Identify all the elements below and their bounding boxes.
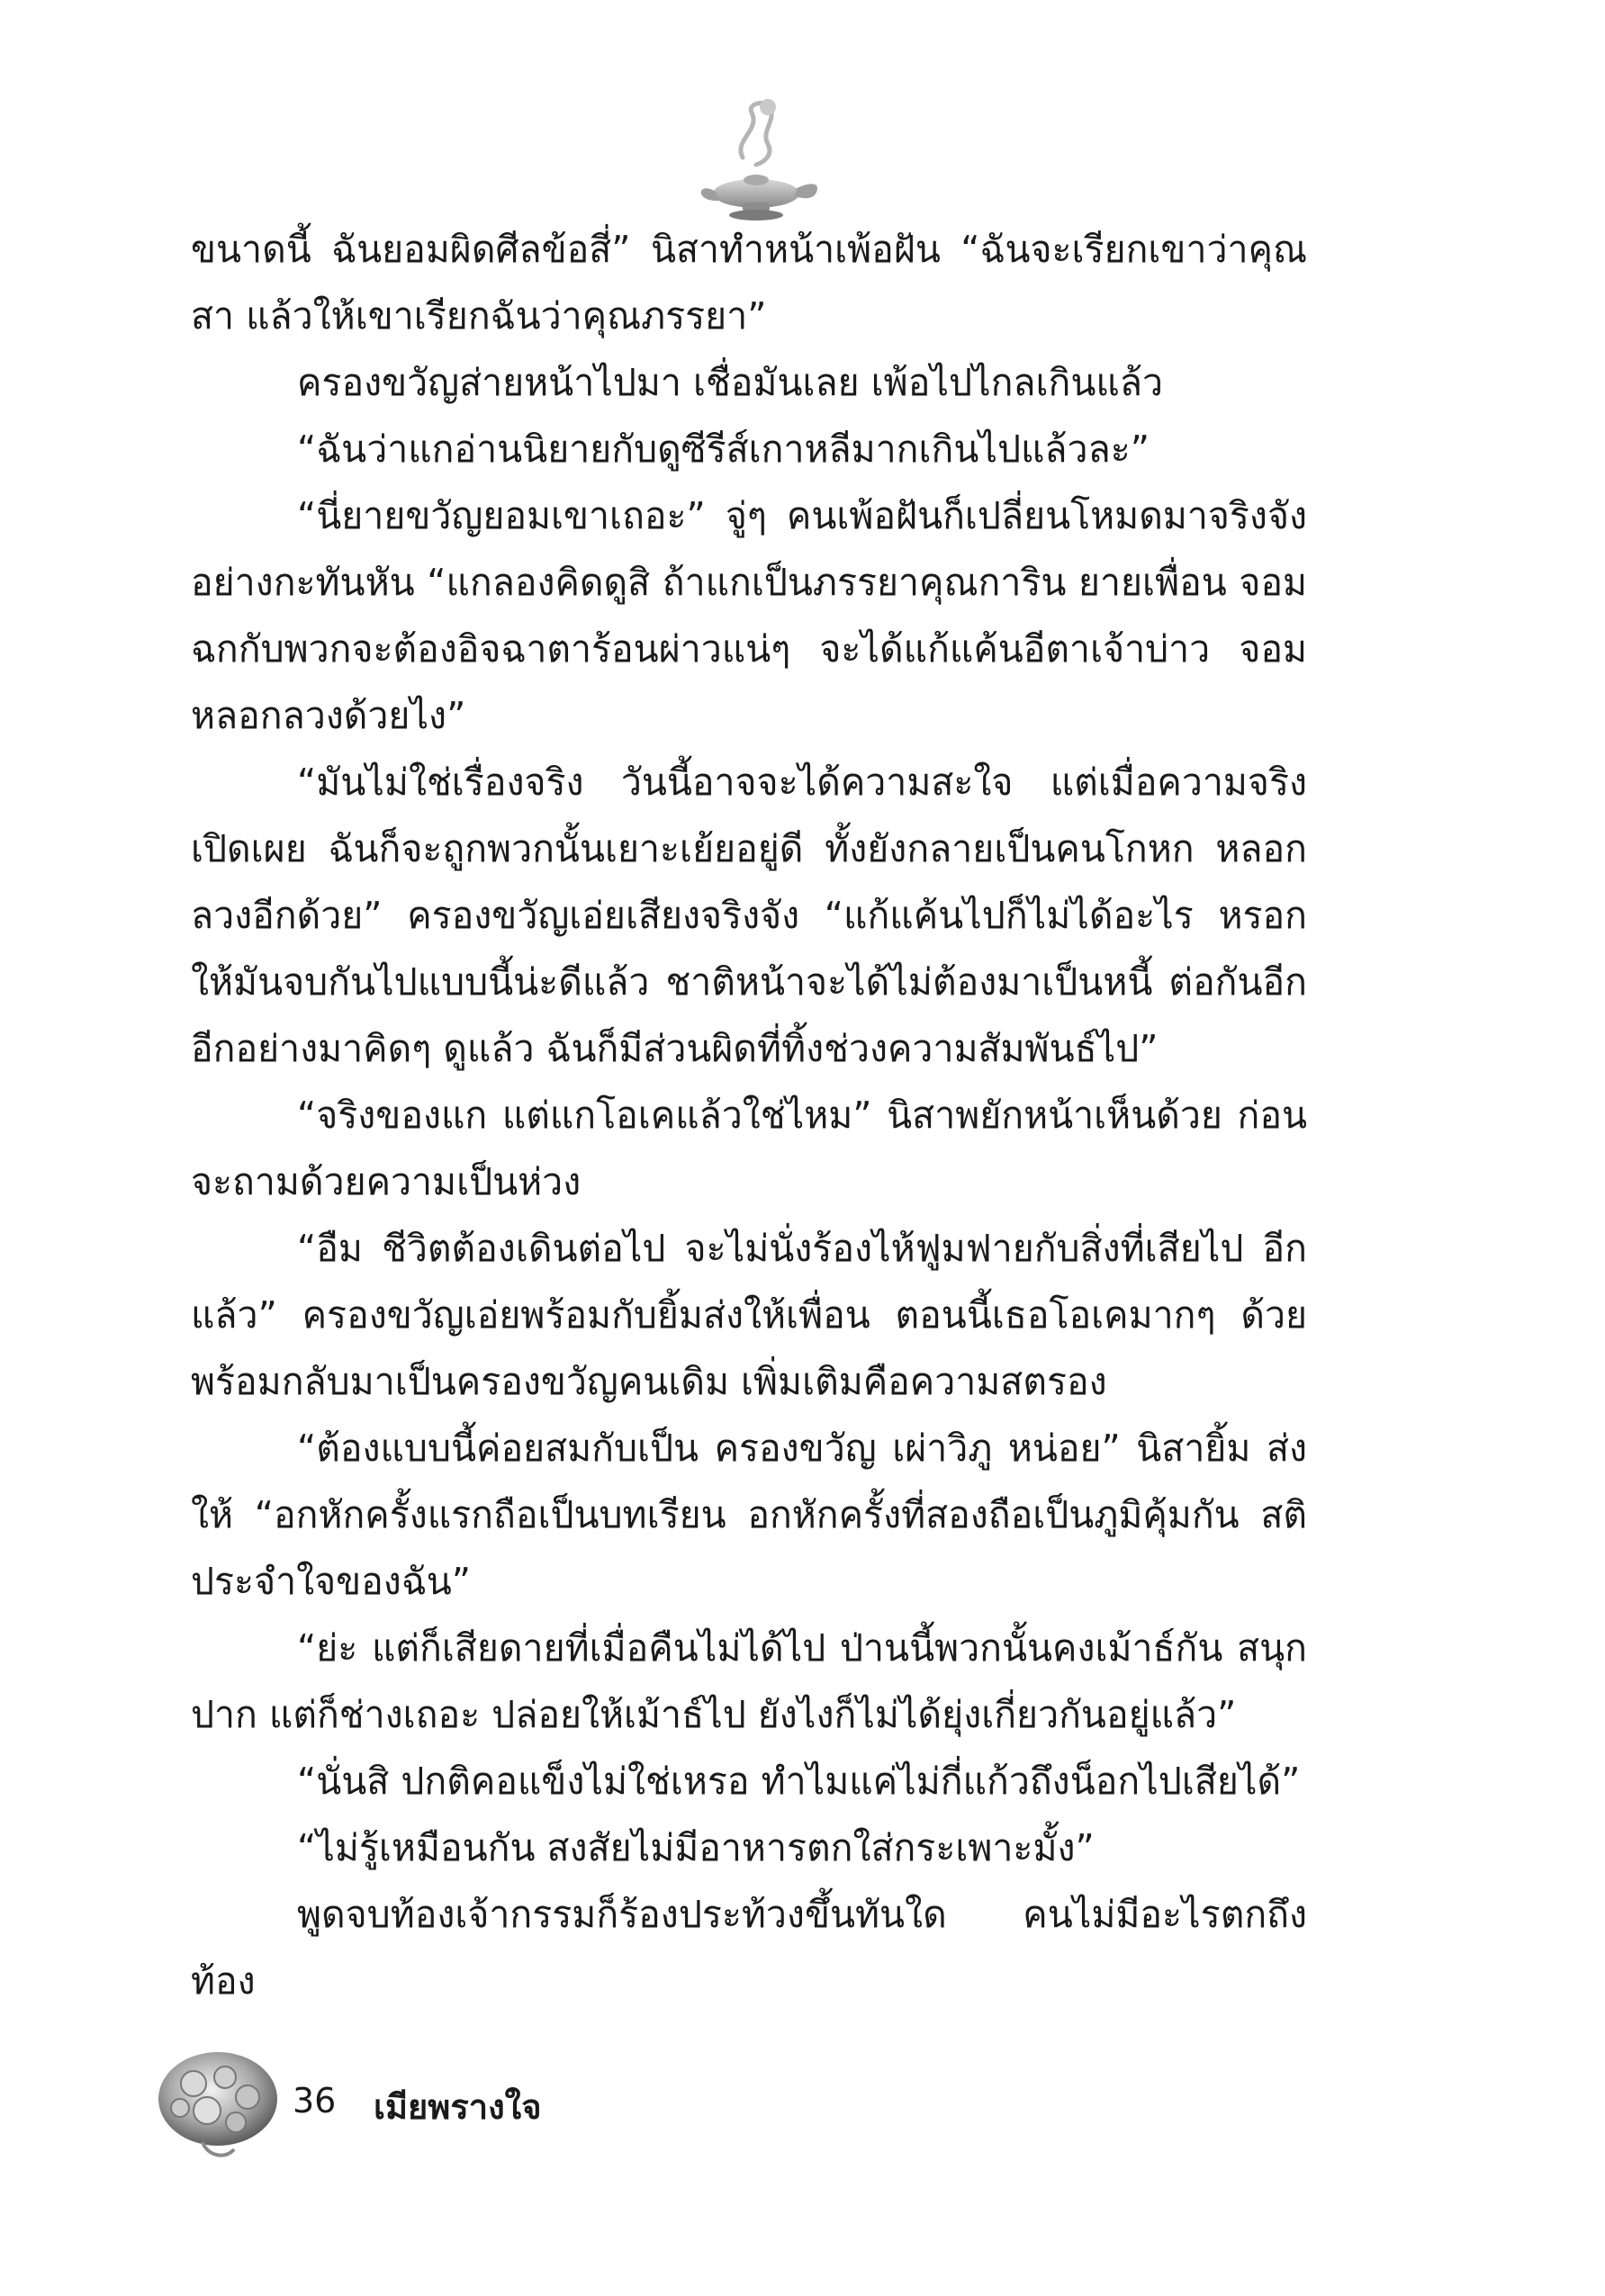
book-title: เมียพรางใจ	[374, 2087, 542, 2127]
paragraph: “อืม ชีวิตต้องเดินต่อไป จะไม่นั่งร้องไห้ฟูมฟายกับสิ่งที่เสียไป อีกแล้ว” ครองขวัญเอ่ยพร้อมกับยิ้มส่งให้เพื่อน ตอนนี้เธอโอเคมากๆ ด้วย พร้อมกลับมาเป็นครองขวัญคนเดิม เพิ่มเติมคือความสตรอง	[191, 1227, 1307, 1403]
paragraph: “ย่ะ แต่ก็เสียดายที่เมื่อคืนไม่ได้ไป ป่านนี้พวกนั้นคงเม้าธ์กัน สนุกปาก แต่ก็ช่างเถอะ ปล่อยให้เม้าธ์ไป ยังไงก็ไม่ได้ยุ่งเกี่ยวกันอยู่แล้ว”	[191, 1626, 1307, 1736]
paragraph: “ฉันว่าแกอ่านนิยายกับดูซีรีส์เกาหลีมากเกินไปแล้วละ”	[297, 428, 1150, 471]
page-footer	[153, 2043, 693, 2169]
paragraph: “นั่นสิ ปกติคอแข็งไม่ใช่เหรอ ทำไมแค่ไม่กี่แก้วถึงน็อกไปเสียได้”	[297, 1760, 1301, 1803]
paragraph: “นี่ยายขวัญยอมเขาเถอะ” จู่ๆ คนเพ้อฝันก็เปลี่ยนโหมดมาจริงจัง อย่างกะทันหัน “แกลองคิดดูสิ ถ้าแกเป็นภรรยาคุณการิน ยายเพื่อน จอมฉกกับพวกจะต้องอิจฉาตาร้อนผ่าวแน่ๆ จะได้แก้แค้นอีตาเจ้าบ่าว จอมหลอกลวงด้วยไง”	[191, 494, 1307, 737]
paragraph: ครองขวัญส่ายหน้าไปมา เชื่อมันเลย เพ้อไปไกลเกินแล้ว	[297, 361, 1163, 404]
paragraph: พูดจบท้องเจ้ากรรมก็ร้องประท้วงขึ้นทันใด คนไม่มีอะไรตกถึงท้อง	[191, 1893, 1307, 2003]
paragraph: “ไม่รู้เหมือนกัน สงสัยไม่มีอาหารตกใส่กระเพาะมั้ง”	[297, 1826, 1095, 1869]
paragraph: “ต้องแบบนี้ค่อยสมกับเป็น ครองขวัญ เผ่าวิภู หน่อย” นิสายิ้ม ส่งให้ “อกหักครั้งแรกถือเป็นบทเรียน อกหักครั้งที่สองถือเป็นภูมิคุ้มกัน สติประจำใจของฉัน”	[191, 1427, 1307, 1603]
paragraph: “มันไม่ใช่เรื่องจริง วันนี้อาจจะได้ความสะใจ แต่เมื่อความจริง เปิดเผย ฉันก็จะถูกพวกนั้นเยาะเย้ยอยู่ดี ทั้งยังกลายเป็นคนโกหก หลอกลวงอีกด้วย” ครองขวัญเอ่ยเสียงจริงจัง “แก้แค้นไปก็ไม่ได้อะไร หรอก ให้มันจบกันไปแบบนี้น่ะดีแล้ว ชาติหน้าจะได้ไม่ต้องมาเป็นหนี้ ต่อกันอีก อีกอย่างมาคิดๆ ดูแล้ว ฉันก็มีส่วนผิดที่ทิ้งช่วงความสัมพันธ์ไป”	[191, 761, 1307, 1070]
flower-ornament-icon	[153, 2043, 288, 2169]
page-number: 36	[293, 2081, 337, 2120]
paragraph: ขนาดนี้ ฉันยอมผิดศีลข้อสี่” นิสาทำหน้าเพ้อฝัน “ฉันจะเรียกเขาว่าคุณสา แล้วให้เขาเรียกฉันว่าคุณภรรยา”	[191, 228, 1307, 338]
genie-lamp-icon	[680, 95, 824, 230]
paragraph: “จริงของแก แต่แกโอเคแล้วใช่ไหม” นิสาพยักหน้าเห็นด้วย ก่อนจะถามด้วยความเป็นห่วง	[191, 1094, 1307, 1203]
body-text	[191, 216, 1307, 2014]
